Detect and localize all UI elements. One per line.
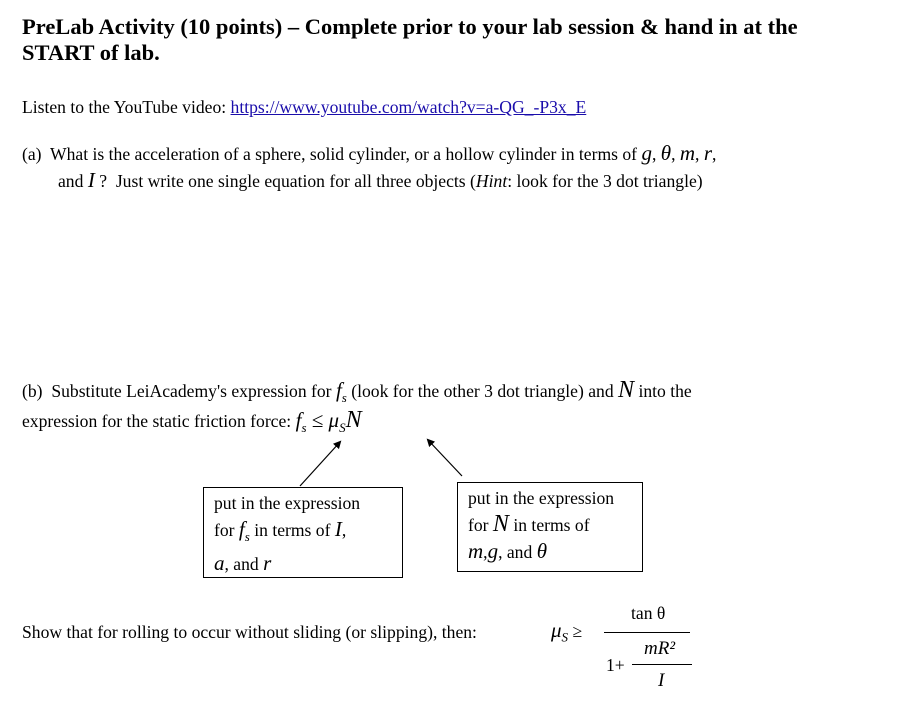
box-left-line-1: put in the expression — [214, 493, 361, 513]
part-a-question: What is the acceleration of a sphere, solid cylinder, or a hollow cylinder in terms of — [50, 144, 638, 164]
mu-s-symbol: $\mu_S$ ≥ — [551, 618, 583, 645]
part-b-text-2: expression for the static friction force: — [22, 411, 292, 431]
fraction-bar-inner — [632, 664, 692, 665]
box-left-line-2: for $f_s$ in terms of I, — [214, 517, 347, 545]
instruction-text: Just write one single equation for all three objects ( — [115, 171, 476, 191]
hint-label: Hint — [475, 171, 508, 191]
friction-inequality: $f_s \le \mu_SN$ — [295, 407, 362, 436]
arrow-left — [300, 442, 340, 486]
video-prompt: Listen to the YouTube video: — [22, 97, 227, 117]
youtube-link[interactable]: https://www.youtube.com/watch?v=a-QG_-P3x_E — [230, 97, 587, 117]
fs-symbol: $f_s$ — [335, 378, 347, 406]
part-b-label: (b) — [22, 381, 43, 401]
part-b-text-a: Substitute LeiAcademy's expression for — [51, 381, 332, 401]
show-text: Show that for rolling to occur without sliding (or slipping), then: — [22, 622, 477, 642]
part-a-label: (a) — [22, 144, 42, 164]
title-line-2: START of lab. — [22, 40, 160, 65]
and-text: and — [58, 171, 84, 191]
arrow-right — [428, 440, 462, 476]
box-left-line-3: a, and r — [214, 551, 272, 576]
inner-denominator: I — [658, 670, 665, 691]
box-right-line-2: for N in terms of — [468, 511, 590, 537]
question-mark: ? — [99, 171, 108, 191]
result-fraction — [604, 600, 694, 700]
N-symbol: N — [618, 377, 635, 403]
var-m: m — [679, 141, 696, 165]
inner-numerator: mR² — [644, 638, 676, 659]
one-plus: 1+ — [606, 655, 625, 675]
box-right-line-3: m,g, and θ — [468, 539, 548, 563]
part-b-text-c: into the — [638, 381, 692, 401]
var-I: I — [87, 168, 95, 192]
var-theta: θ — [660, 141, 672, 165]
box-fs-expression — [203, 487, 403, 578]
box-N-expression — [457, 482, 643, 572]
box-right-line-1: put in the expression — [468, 488, 615, 508]
part-a-line-1: (a) What is the acceleration of a sphere, solid cylinder, or a hollow cylinder in terms of g, θ, m, r, — [22, 141, 717, 165]
part-b-text-b: (look for the other 3 dot triangle) and — [351, 381, 614, 401]
title-line-1: PreLab Activity (10 points) – Complete prior to your lab session & hand in at the — [22, 14, 798, 39]
var-r: r — [703, 141, 713, 165]
fraction-bar-main — [604, 632, 690, 633]
fraction-numerator: tan θ — [631, 603, 666, 623]
hint-text: : look for the 3 dot triangle) — [507, 171, 703, 191]
var-g: g — [641, 141, 652, 165]
